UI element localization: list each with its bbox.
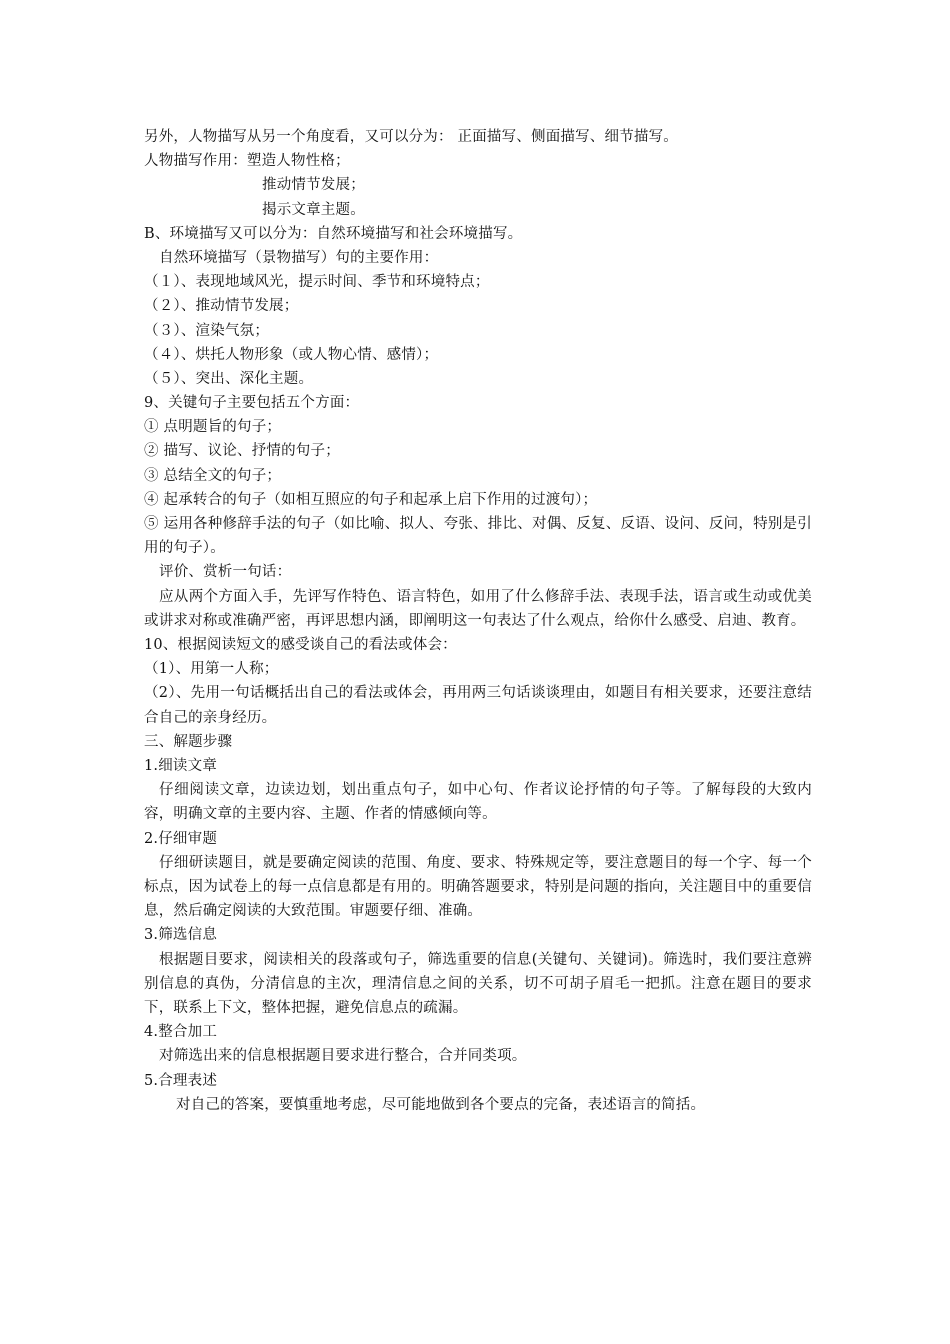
text-line: 推动情节发展； — [262, 177, 365, 194]
list-item: （１）、表现地域风光，提示时间、季节和环境特点； — [144, 274, 490, 291]
list-item: （1）、用第一人称； — [144, 661, 279, 678]
step-heading: 4.整合加工 — [144, 1024, 218, 1041]
list-item: （３）、渲染气氛； — [144, 322, 270, 339]
section-heading: 9、关键句子主要包括五个方面： — [144, 395, 360, 412]
list-item: （２）、推动情节发展； — [144, 298, 299, 315]
list-item-paragraph: （2）、先用一句话概括出自己的看法或体会，再用两三句话谈谈理由，如题目有相关要求，还要注意结合自己的亲身经历。 — [144, 685, 812, 726]
step-heading: 2.仔细审题 — [144, 830, 218, 847]
list-item: ② 描写、议论、抒情的句子； — [144, 443, 340, 460]
text-line: B、环境描写又可以分为：自然环境描写和社会环境描写。 — [144, 225, 523, 242]
paragraph: 仔细研读题目，就是要确定阅读的范围、角度、要求、特殊规定等，要注意题目的每一个字、每一个标点，因为试卷上的每一点信息都是有用的。明确答题要求，特别是问题的指向，关注题目中的重要信息，然后确定阅读的大致范围。审题要仔细、准确。 — [144, 854, 812, 920]
section-heading: 10、根据阅读短文的感受谈自己的看法或体会： — [144, 637, 457, 653]
list-item: ③ 总结全文的句子； — [144, 467, 282, 484]
text-line: 对自己的答案，要慎重地考虑，尽可能地做到各个要点的完备，表述语言的简括。 — [176, 1096, 706, 1113]
list-item-paragraph: ⑤ 运用各种修辞手法的句子（如比喻、拟人、夸张、排比、对偶、反复、反语、设问、反问，特别是引用的句子）。 — [144, 516, 812, 557]
list-item: （５）、突出、深化主题。 — [144, 370, 314, 387]
paragraph: 应从两个方面入手，先评写作特色、语言特色，如用了什么修辞手法、表现手法，语言或生动或优美或讲求对称或准确严密，再评思想内涵，即阐明这一句表达了什么观点，给你什么感受、启迪、教育。 — [144, 588, 812, 629]
list-item: ① 点明题旨的句子； — [144, 419, 282, 436]
list-item: （４）、烘托人物形象（或人物心情、感情）； — [144, 346, 439, 363]
text-line: 自然环境描写（景物描写）句的主要作用： — [159, 249, 439, 266]
section-heading: 三、解题步骤 — [144, 733, 233, 750]
step-heading: 5.合理表述 — [144, 1072, 218, 1089]
text-line: 揭示文章主题。 — [262, 201, 365, 218]
text-line: 人物描写作用：塑造人物性格； — [144, 153, 350, 170]
step-heading: 1.细读文章 — [144, 757, 218, 774]
step-heading: 3.筛选信息 — [144, 927, 218, 944]
paragraph: 仔细阅读文章，边读边划，划出重点句子，如中心句、作者议论抒情的句子等。了解每段的大致内容，明确文章的主要内容、主题、作者的情感倾向等。 — [144, 782, 812, 823]
list-item: ④ 起承转合的句子（如相互照应的句子和起承上启下作用的过渡句）； — [144, 491, 598, 508]
paragraph: 根据题目要求，阅读相关的段落或句子，筛选重要的信息(关键句、关键词)。筛选时，我们要注意辨别信息的真伪，分清信息的主次，理清信息之间的关系，切不可胡子眉毛一把抓。注意在题目的要求下，联系上下文，整体把握，避免信息点的疏漏。 — [144, 951, 812, 1016]
text-line: 对筛选出来的信息根据题目要求进行整合，合并同类项。 — [159, 1048, 527, 1065]
text-line: 评价、赏析一句话： — [159, 564, 292, 581]
document-page — [144, 125, 812, 1117]
text-line: 另外，人物描写从另一个角度看，又可以分为： 正面描写、侧面描写、细节描写。 — [144, 129, 679, 145]
